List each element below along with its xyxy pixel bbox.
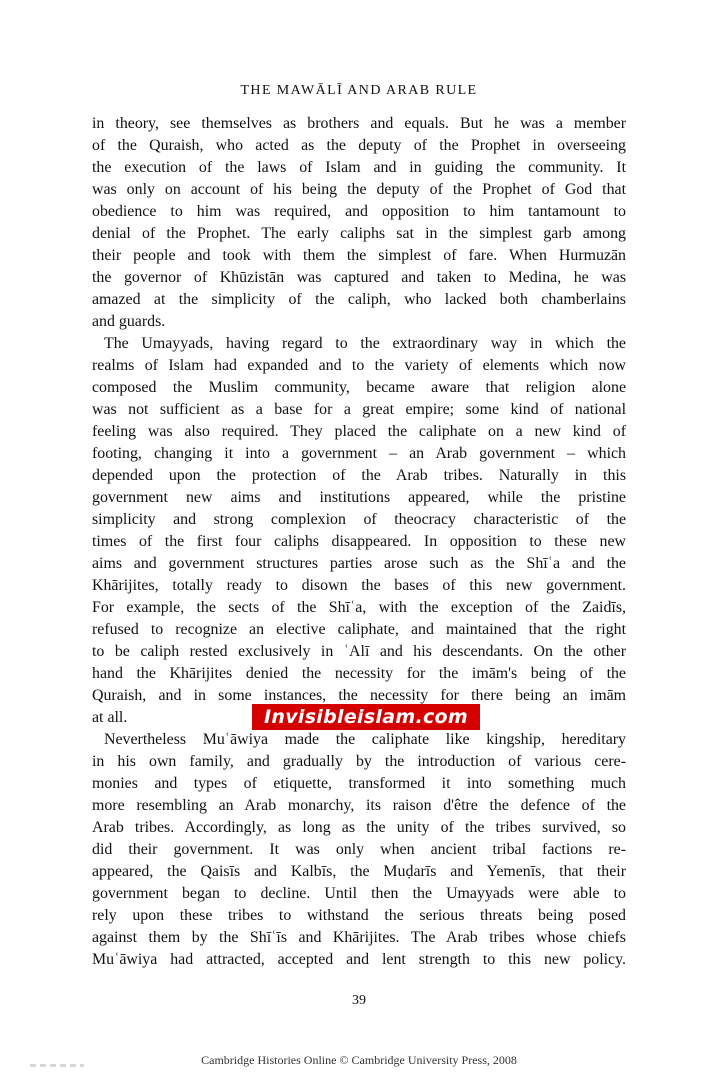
text-line: times of the first four caliphs disappeared. In opposition to these new (92, 533, 626, 550)
text-line: the execution of the laws of Islam and in guiding the community. It (92, 159, 626, 176)
text-line: feeling was also required. They placed the caliphate on a new kind of (92, 423, 626, 440)
text-line: hand the Khārijites denied the necessity for the imām's being of the (92, 665, 626, 682)
text-line: Nevertheless Muʿāwiya made the caliphate like kingship, hereditary (104, 731, 626, 748)
running-head: THE MAWĀLĪ AND ARAB RULE (240, 83, 478, 98)
text-line: Quraish, and in some instances, the necessity for there being an imām (92, 687, 626, 704)
text-line: in his own family, and gradually by the introduction of various cere- (92, 753, 626, 770)
text-line: Muʿāwiya had attracted, accepted and lent strength to this new policy. (92, 951, 626, 968)
text-line: the governor of Khūzistān was captured and taken to Medina, he was (92, 269, 626, 286)
text-line: refused to recognize an elective caliphate, and maintained that the right (92, 621, 626, 638)
text-line: composed the Muslim community, became aware that religion alone (92, 379, 626, 396)
text-line: simplicity and strong complexion of theocracy characteristic of the (92, 511, 626, 528)
text-line: monies and types of etiquette, transformed it into something much (92, 775, 626, 792)
text-line: denial of the Prophet. The early caliphs sat in the simplest garb among (92, 225, 626, 242)
watermark: Invisibleislam.com (252, 704, 480, 730)
text-line: rely upon these tribes to withstand the serious threats being posed (92, 907, 626, 924)
text-line: obedience to him was required, and opposition to him tantamount to (92, 203, 626, 220)
text-line: did their government. It was only when ancient tribal factions re- (92, 841, 626, 858)
text-line: to be caliph rested exclusively in ʿAlī and his descendants. On the other (92, 643, 626, 660)
text-line: was only on account of his being the deputy of the Prophet of God that (92, 181, 626, 198)
text-line: their people and took with them the simplest of fare. When Hurmuzān (92, 247, 626, 264)
text-line: aims and government structures parties arose such as the Shīʿa and the (92, 555, 626, 572)
text-line: government new aims and institutions appeared, while the pristine (92, 489, 626, 506)
text-line: The Umayyads, having regard to the extraordinary way in which the (104, 335, 626, 352)
text-line: against them by the Shīʿīs and Khārijites. The Arab tribes whose chiefs (92, 929, 626, 946)
footer-copyright: Cambridge Histories Online © Cambridge University Press, 2008 (201, 1053, 517, 1067)
body-text (92, 113, 626, 971)
text-line: at all. (92, 709, 128, 726)
text-line: Khārijites, totally ready to disown the bases of this new government. (92, 577, 626, 594)
text-line: Arab tribes. Accordingly, as long as the unity of the tribes survived, so (92, 819, 626, 836)
text-line: of the Quraish, who acted as the deputy of the Prophet in overseeing (92, 137, 626, 154)
text-line: footing, changing it into a government – an Arab government – which (92, 445, 626, 462)
page-number: 39 (352, 993, 366, 1008)
text-line: For example, the sects of the Shīʿa, with the exception of the Zaidīs, (92, 599, 626, 616)
text-line: amazed at the simplicity of the caliph, who lacked both chamberlains (92, 291, 626, 308)
text-line: government began to decline. Until then the Umayyads were able to (92, 885, 626, 902)
text-line: depended upon the protection of the Arab tribes. Naturally in this (92, 467, 626, 484)
text-line: realms of Islam had expanded and to the variety of elements which now (92, 357, 626, 374)
text-line: and guards. (92, 313, 166, 330)
text-line: appeared, the Qaisīs and Kalbīs, the Muḍarīs and Yemenīs, that their (92, 863, 626, 880)
text-line: was not sufficient as a base for a great empire; some kind of national (92, 401, 626, 418)
text-line: in theory, see themselves as brothers and equals. But he was a member (92, 115, 626, 132)
text-line: more resembling an Arab monarchy, its raison d'être the defence of the (92, 797, 626, 814)
